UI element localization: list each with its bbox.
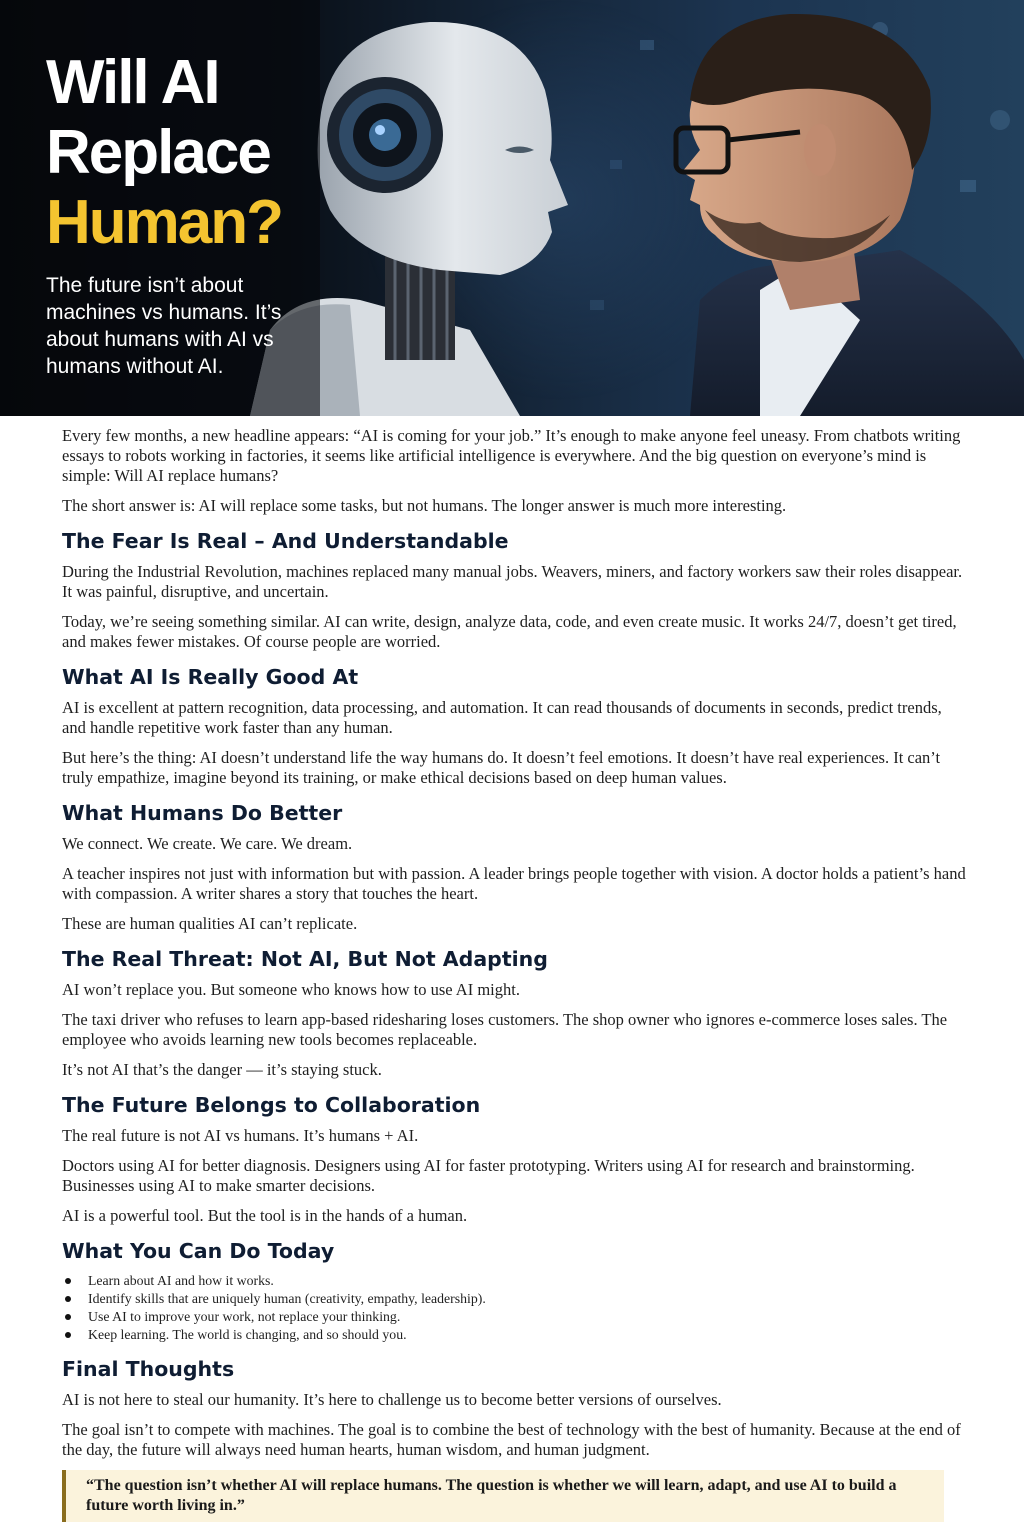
- section-heading-collaboration: The Future Belongs to Collaboration: [62, 1093, 481, 1117]
- section-heading-real-threat: The Real Threat: Not AI, But Not Adapting: [62, 947, 548, 971]
- hero-title-highlight: Human?: [46, 188, 282, 257]
- section-ai-good-paragraph-2: But here’s the thing: AI doesn’t understand life the way humans do. It doesn’t feel emotions. It doesn’t have real experiences. It can’t truly empathize, imagine beyond its training, or make ethical decisions based on deep human values.: [62, 748, 941, 787]
- section-final-paragraph-2: The goal isn’t to compete with machines. The goal is to combine the best of technology with the best of humanity. Because at the end of the day, the future will always need human hearts, human wisdom, and human judgment.: [62, 1420, 961, 1459]
- intro-paragraph-2: The short answer is: AI will replace some tasks, but not humans. The longer answer is much more interesting.: [62, 496, 787, 515]
- section-fear-paragraph-1: During the Industrial Revolution, machines replaced many manual jobs. Weavers, miners, and factory workers saw their roles disappear. It was painful, disruptive, and uncertain.: [62, 562, 963, 601]
- todo-list: [62, 1272, 966, 1344]
- section-ai-good-paragraph-1: AI is excellent at pattern recognition, data processing, and automation. It can read thousands of documents in seconds, predict trends, and handle repetitive work faster than any human.: [62, 698, 942, 737]
- section-threat-paragraph-1: AI won’t replace you. But someone who knows how to use AI might.: [62, 980, 520, 999]
- hero-text-block: [46, 48, 346, 380]
- man-figure: [676, 14, 1024, 416]
- section-fear-paragraph-2: Today, we’re seeing something similar. AI can write, design, analyze data, code, and even create music. It works 24/7, doesn’t get tired, and makes fewer mistakes. Of course people are worried.: [62, 612, 957, 651]
- hero-title: [46, 48, 346, 258]
- section-collab-paragraph-1: The real future is not AI vs humans. It’s humans + AI.: [62, 1126, 419, 1145]
- section-collab-paragraph-3: AI is a powerful tool. But the tool is in the hands of a human.: [62, 1206, 468, 1225]
- article-body: [62, 426, 966, 1522]
- section-threat-paragraph-3: It’s not AI that’s the danger — it’s staying stuck.: [62, 1060, 382, 1079]
- section-final-paragraph-1: AI is not here to steal our humanity. It’s here to challenge us to become better versions of ourselves.: [62, 1390, 722, 1409]
- closing-quote: “The question isn’t whether AI will replace humans. The question is whether we will learn, adapt, and use AI to build a future worth living in.”: [62, 1470, 944, 1522]
- hero-subtitle: The future isn’t about machines vs humans. It’s about humans with AI vs humans without AI.: [46, 274, 282, 378]
- hero-banner: [0, 0, 1024, 416]
- list-item: Use AI to improve your work, not replace your thinking.: [62, 1308, 966, 1326]
- section-heading-fear: The Fear Is Real – And Understandable: [62, 529, 509, 553]
- hero-title-line1: Will AI: [46, 48, 219, 117]
- section-humans-paragraph-3: These are human qualities AI can’t replicate.: [62, 914, 358, 933]
- section-heading-what-you-can-do: What You Can Do Today: [62, 1239, 335, 1263]
- section-heading-ai-good-at: What AI Is Really Good At: [62, 665, 359, 689]
- section-collab-paragraph-2: Doctors using AI for better diagnosis. Designers using AI for faster prototyping. Writers using AI for research and brainstorming. Businesses using AI to make smarter decisions.: [62, 1156, 915, 1195]
- intro-paragraph-1: Every few months, a new headline appears: “AI is coming for your job.” It’s enough to make anyone feel uneasy. From chatbots writing essays to robots working in factories, it seems like artificial intelligence is everywhere. And the big question on everyone’s mind is simple: Will AI replace humans?: [62, 426, 961, 485]
- list-item: Learn about AI and how it works.: [62, 1272, 966, 1290]
- list-item: Keep learning. The world is changing, and so should you.: [62, 1326, 966, 1344]
- section-heading-final-thoughts: Final Thoughts: [62, 1357, 235, 1381]
- section-humans-paragraph-2: A teacher inspires not just with information but with passion. A leader brings people together with vision. A doctor holds a patient’s hand with compassion. A writer shares a story that touches the heart.: [62, 864, 966, 903]
- list-item: Identify skills that are uniquely human (creativity, empathy, leadership).: [62, 1290, 966, 1308]
- section-threat-paragraph-2: The taxi driver who refuses to learn app-based ridesharing loses customers. The shop owner who ignores e-commerce loses sales. The employee who avoids learning new tools becomes replaceable.: [62, 1010, 948, 1049]
- section-heading-humans-better: What Humans Do Better: [62, 801, 343, 825]
- hero-title-line2: Replace: [46, 118, 270, 187]
- section-humans-paragraph-1: We connect. We create. We care. We dream.: [62, 834, 353, 853]
